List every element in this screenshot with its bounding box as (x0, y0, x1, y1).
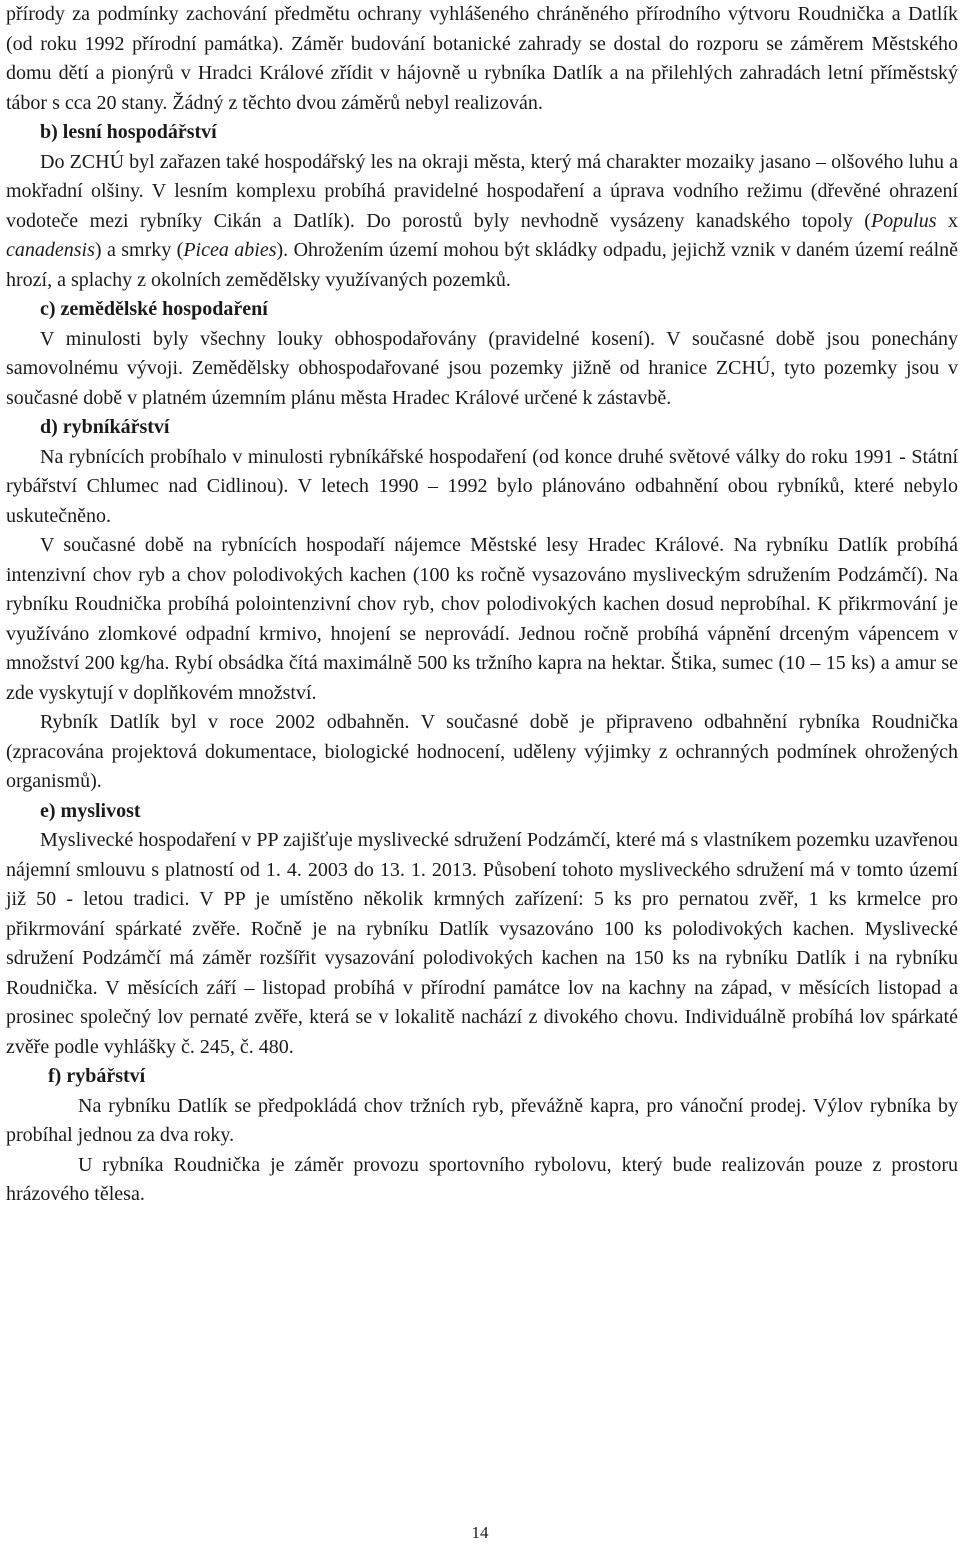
species-cross: x (936, 209, 958, 232)
page-number: 14 (471, 1523, 489, 1542)
fishing-paragraph-1: Na rybníku Datlík se předpokládá chov tržních ryb, převážně kapra, pro vánoční prodej. Výlov rybníka by probíhal jednou za dva roky. (6, 1094, 958, 1146)
section-heading-fishing: f) rybářství (48, 1065, 146, 1087)
forestry-text-3: ). Ohrožením území mohou být skládky odpadu, jejichž vznik v daném území reálně hrozí, a splachy z okolních zemědělsky využívaných pozemků. (6, 239, 958, 291)
hunting-paragraph: Myslivecké hospodaření v PP zajišťuje myslivecké sdružení Podzámčí, které má s vlastníkem pozemku uzavřenou nájemní smlouvu s platností od 1. 4. 2003 do 13. 1. 2013. Působení tohoto mysliveckého sdružení má v tomto území již 50 - letou tradici. V PP je umístěno několik krmných zařízení: 5 ks pro pernatou zvěř, 1 ks krmelce pro přikrmování spárkaté zvěře. Ročně je na rybníku Datlík vysazováno 100 ks polodivokých kachen. Myslivecké sdružení Podzámčí má záměr rozšířit vysazování polodivokých kachen na 150 ks na rybníku Datlík i na rybníku Roudnička. V měsících září – listopad probíhá v přírodní památce lov na kachny na západ, v měsících listopad a prosinec společný lov pernaté zvěře, která se v lokalitě nachází z divokého chovu. Individuálně probíhá lov spárkaté zvěře podle vyhlášky č. 245, č. 480. (6, 829, 958, 1058)
species-canadensis: canadensis (6, 239, 95, 261)
agriculture-paragraph: V minulosti byly všechny louky obhospodařovány (pravidelné kosení). V současné době jsou ponechány samovolnému vývoji. Zemědělsky obhospodařované jsou pozemky jižně od hranice ZCHÚ, tyto pozemky jsou v současné době v platném územním plánu města Hradec Králové určené k zástavbě. (6, 327, 958, 409)
section-heading-hunting: e) myslivost (40, 799, 141, 822)
forestry-paragraph (6, 148, 958, 296)
pond-paragraph-3: Rybník Datlík byl v roce 2002 odbahněn. V současné době je připraveno odbahnění rybníka Roudnička (zpracována projektová dokumentace, biologické hodnocení, uděleny výjimky z ochranných podmínek ohrožených organismů). (6, 711, 958, 792)
section-heading-forestry: b) lesní hospodářství (40, 121, 217, 143)
section-heading-agriculture: c) zemědělské hospodaření (40, 298, 268, 320)
species-picea-abies: Picea abies (183, 239, 277, 261)
intro-paragraph: přírody za podmínky zachování předmětu ochrany vyhlášeného chráněného přírodního výtvoru Roudnička a Datlík (od roku 1992 přírodní památka). Záměr budování botanické zahrady se dostal do rozporu se záměrem Městského domu dětí a pionýrů v Hradci Králové zřídit v hájovně u rybníka Datlík a na přilehlých zahradách letní příměstský tábor s cca 20 stany. Žádný z těchto dvou záměrů nebyl realizován. (6, 3, 958, 114)
pond-paragraph-1: Na rybnících probíhalo v minulosti rybníkářské hospodaření (od konce druhé světové války do roku 1991 - Státní rybářství Chlumec nad Cidlinou). V letech 1990 – 1992 bylo plánováno odbahnění obou rybníků, které nebylo uskutečněno. (6, 445, 958, 527)
forestry-text-2: ) a smrky ( (94, 239, 184, 261)
species-populus: Populus (870, 209, 937, 232)
pond-paragraph-2: V současné době na rybnících hospodaří nájemce Městské lesy Hradec Králové. Na rybníku Datlík probíhá intenzivní chov ryb a chov polodivokých kachen (100 ks ročně vysazováno mysliveckým sdružením Podzámčí). Na rybníku Roudnička probíhá polointenzivní chov ryb, chov polodivokých kachen dosud neprobíhal. K přikrmování je využíváno zlomkové odpadní krmivo, hnojení se neprovádí. Jednou ročně probíhá vápnění drceným vápencem v množství 200 kg/ha. Rybí obsádka čítá maximálně 500 ks tržního kapra na hektar. Štika, sumec (10 – 15 ks) a amur se zde vyskytují v doplňkovém množství. (6, 534, 958, 704)
document-page (6, 0, 958, 1210)
fishing-paragraph-2: U rybníka Roudnička je záměr provozu sportovního rybolovu, který bude realizován pouze z prostoru hrázového tělesa. (6, 1153, 958, 1205)
section-heading-pond-management: d) rybníkářství (40, 416, 170, 438)
forestry-text-1: Do ZCHÚ byl zařazen také hospodářský les na okraji města, který má charakter mozaiky jasano – olšového luhu a mokřadní olšiny. V lesním komplexu probíhá pravidelné hospodaření a úprava vodního režimu (dřevěné ohrazení vodoteče mezi rybníky Cikán a Datlík). Do porostů byly nevhodně vysázeny kanadského topoly ( (6, 150, 958, 232)
